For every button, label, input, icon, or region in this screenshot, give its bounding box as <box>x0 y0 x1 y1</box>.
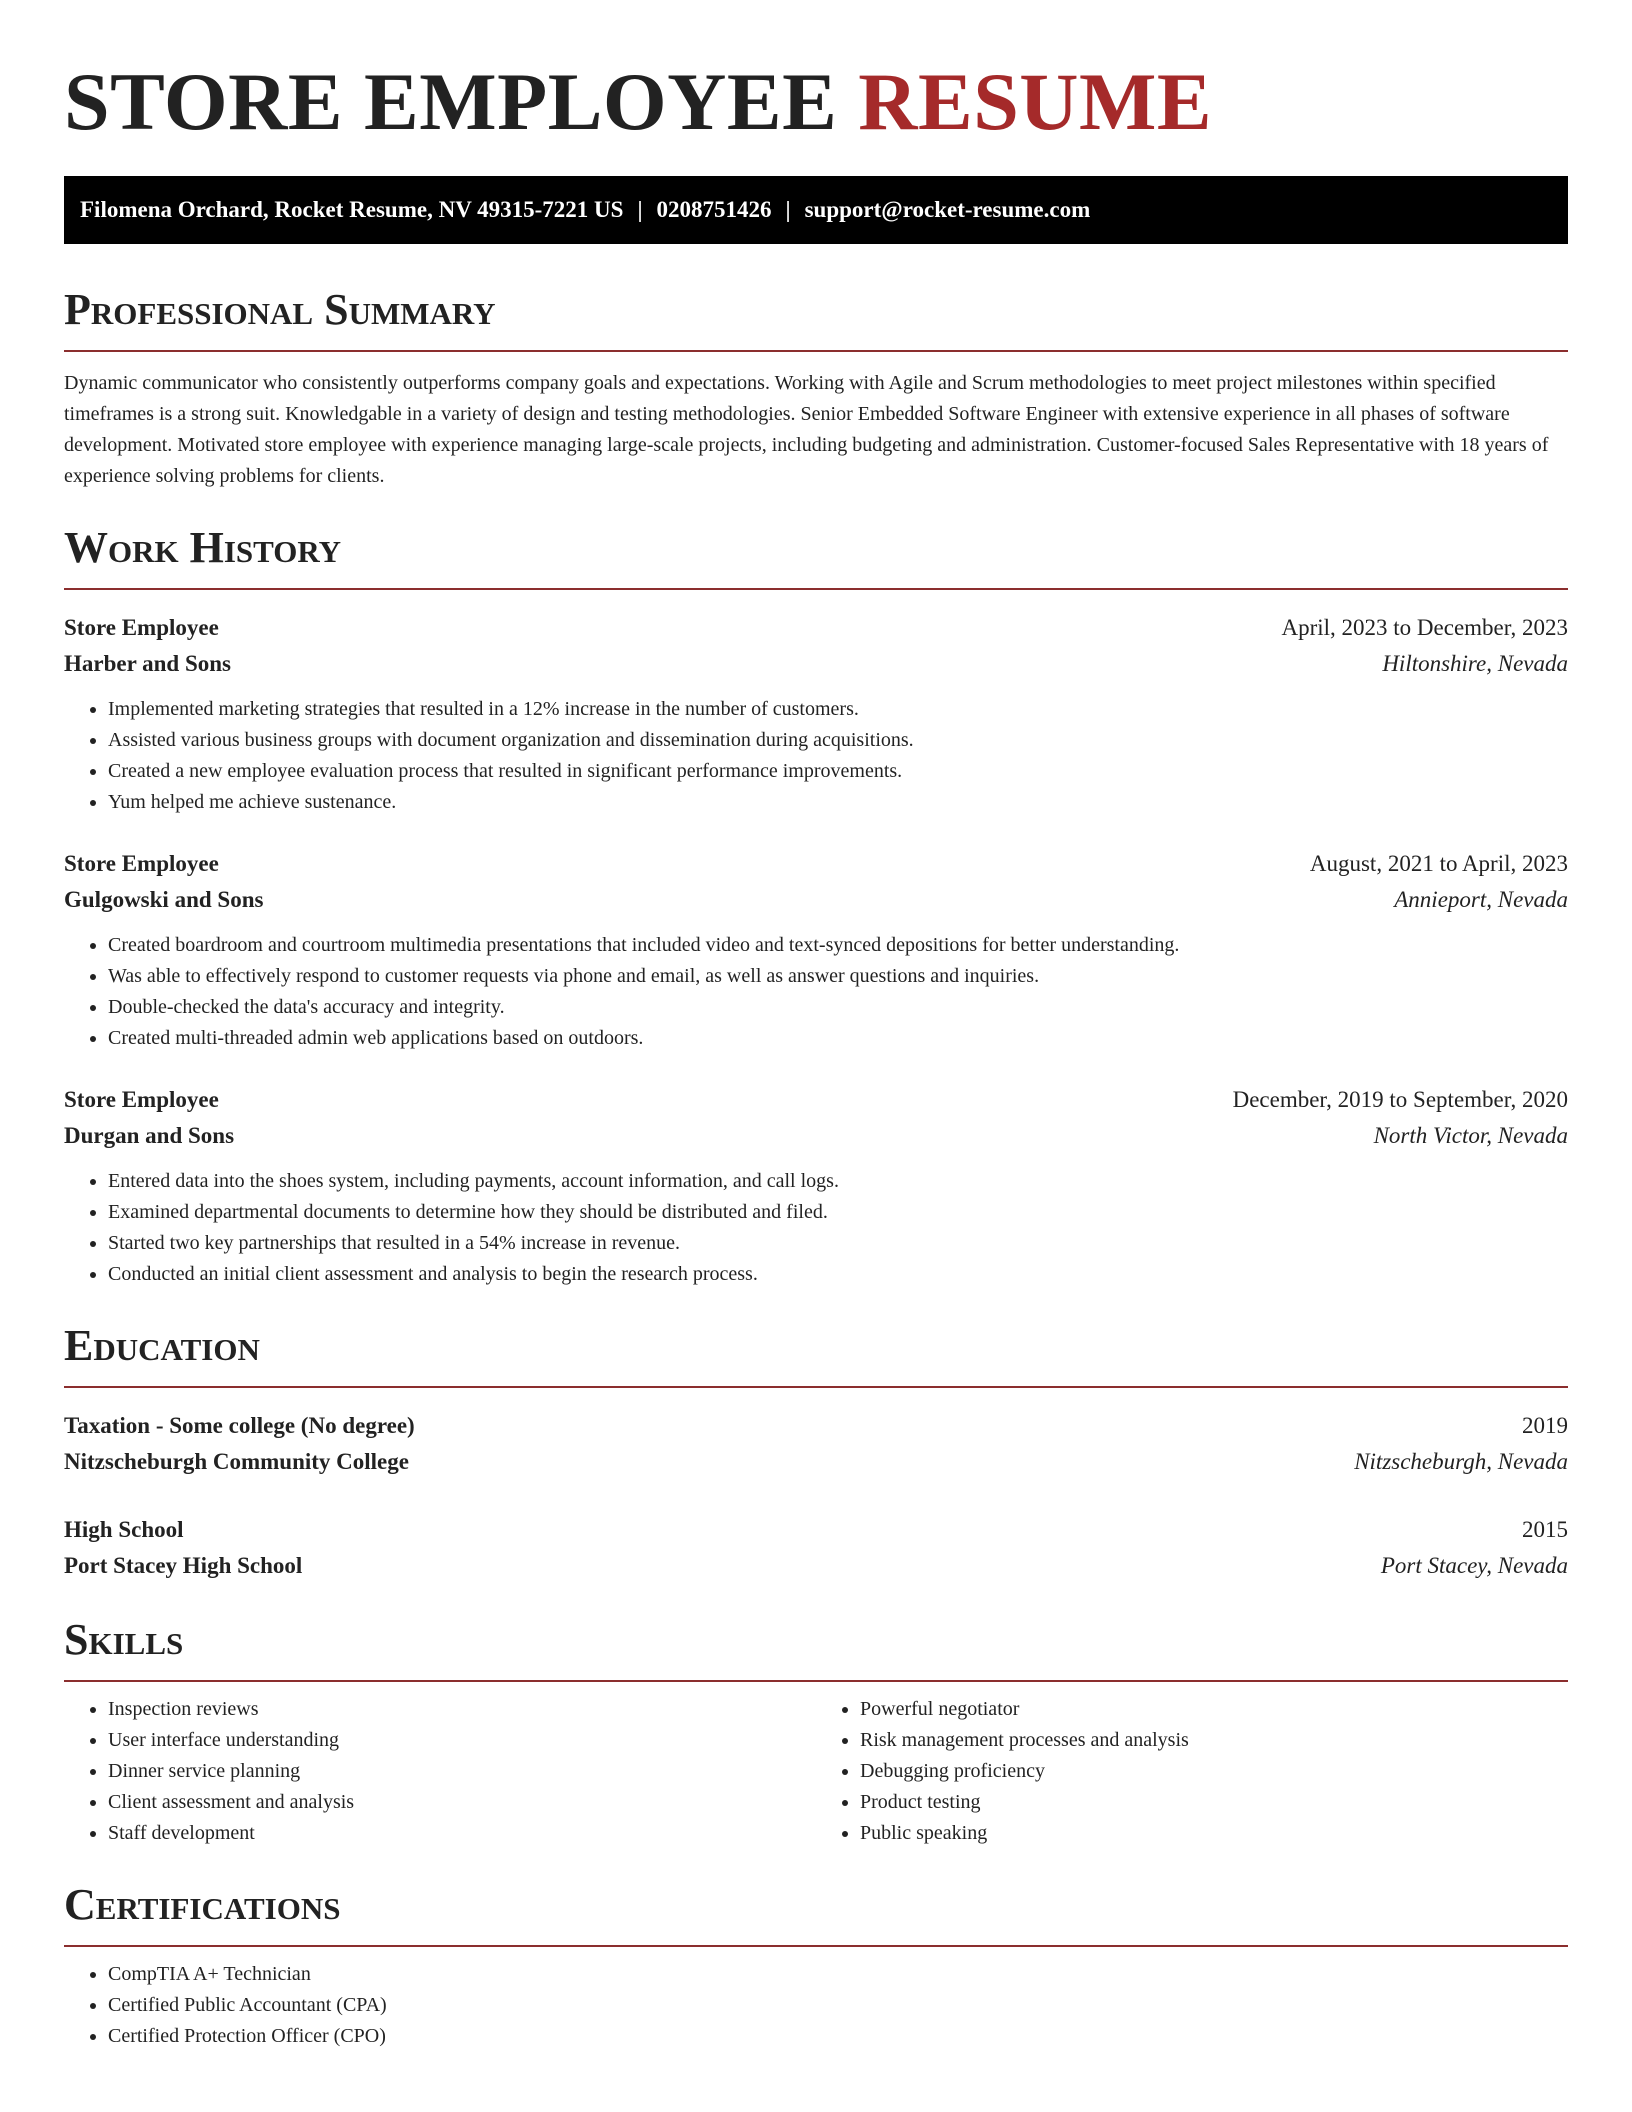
job-entry <box>64 1082 1568 1290</box>
job-bullet: • Created boardroom and courtroom multimedia presentations that included video and text-synced depositions for better understanding. <box>108 930 1568 961</box>
job-header-row <box>64 610 1568 646</box>
job-dates: April, 2023 to December, 2023 <box>1281 615 1568 640</box>
job-bullet: • Started two key partnerships that resulted in a 54% increase in revenue. <box>108 1228 1568 1259</box>
contact-phone: 0208751426 <box>656 197 772 222</box>
job-bullet: • Conducted an initial client assessment and analysis to begin the research process. <box>108 1259 1568 1290</box>
job-location: Hiltonshire, Nevada <box>1382 651 1568 676</box>
job-bullet: • Assisted various business groups with document organization and dissemination during acquisitions. <box>108 725 1568 756</box>
job-bullet: • Was able to effectively respond to customer requests via phone and email, as well as answer questions and inquiries. <box>108 961 1568 992</box>
summary-text: Dynamic communicator who consistently outperforms company goals and expectations. Working with Agile and Scrum methodologies to meet project milestones within specified timeframes is a strong suit. Knowledgable in a variety of design and testing methodologies. Senior Embedded Software Engineer with extensive experience in all phases of software development. Motivated store employee with experience managing large-scale projects, including budgeting and administration. Customer-focused Sales Representative with 18 years of experience solving problems for clients. <box>64 372 1549 487</box>
job-dates: August, 2021 to April, 2023 <box>1309 851 1568 876</box>
skill-item: • Public speaking <box>860 1818 1568 1849</box>
education-degree-row <box>64 1408 1568 1444</box>
job-bullet: • Created a new employee evaluation process that resulted in significant performance improvements. <box>108 756 1568 787</box>
title-accent: RESUME <box>858 56 1213 147</box>
job-bullet: • Entered data into the shoes system, including payments, account information, and call logs. <box>108 1166 1568 1197</box>
job-bullet: • Examined departmental documents to determine how they should be distributed and filed. <box>108 1197 1568 1228</box>
section-divider <box>64 1680 1568 1682</box>
section-divider <box>64 588 1568 590</box>
job-company: Durgan and Sons <box>64 1123 235 1148</box>
certifications-section <box>64 1877 1568 2052</box>
education-degree: High School <box>64 1517 184 1542</box>
section-heading-work: Work History <box>64 523 342 572</box>
education-entry <box>64 1408 1568 1480</box>
section-heading-education: Education <box>64 1321 260 1370</box>
job-entry <box>64 610 1568 818</box>
section-heading-summary: Professional Summary <box>64 285 496 334</box>
education-location: Nitzscheburgh, Nevada <box>1354 1449 1568 1474</box>
summary-section <box>64 282 1568 492</box>
job-header-row <box>64 1082 1568 1118</box>
education-degree: Taxation - Some college (No degree) <box>64 1413 415 1438</box>
certification-item: • CompTIA A+ Technician <box>108 1959 1568 1990</box>
skill-item: • Debugging proficiency <box>860 1756 1568 1787</box>
skills-column-left <box>64 1694 816 1849</box>
skill-item: • Dinner service planning <box>108 1756 816 1787</box>
skill-item: • Product testing <box>860 1787 1568 1818</box>
job-location: North Victor, Nevada <box>1373 1123 1568 1148</box>
skill-item: • Staff development <box>108 1818 816 1849</box>
skill-item: • Powerful negotiator <box>860 1694 1568 1725</box>
section-divider <box>64 1945 1568 1947</box>
job-company: Harber and Sons <box>64 651 232 676</box>
work-history-section <box>64 520 1568 1290</box>
section-divider <box>64 1386 1568 1388</box>
contact-separator: | <box>785 197 791 222</box>
skill-item: • User interface understanding <box>108 1725 816 1756</box>
section-divider <box>64 350 1568 352</box>
job-company-row <box>64 646 1568 682</box>
section-heading-skills: Skills <box>64 1615 184 1664</box>
contact-address: Filomena Orchard, Rocket Resume, NV 49315-7221 US <box>80 197 624 222</box>
job-title: Store Employee <box>64 851 219 876</box>
education-school: Nitzscheburgh Community College <box>64 1449 409 1474</box>
title-main: STORE EMPLOYEE <box>64 56 838 147</box>
job-bullets <box>64 930 1568 1054</box>
contact-separator: | <box>637 197 643 222</box>
contact-bar <box>64 176 1568 244</box>
job-title: Store Employee <box>64 1087 219 1112</box>
skill-item: • Inspection reviews <box>108 1694 816 1725</box>
skill-item: • Client assessment and analysis <box>108 1787 816 1818</box>
certifications-list <box>64 1959 1568 2052</box>
job-company-row <box>64 882 1568 918</box>
education-year: 2015 <box>1522 1517 1568 1542</box>
job-bullet: • Created multi-threaded admin web applications based on outdoors. <box>108 1023 1568 1054</box>
job-location: Annieport, Nevada <box>1394 887 1568 912</box>
skills-grid <box>64 1694 1568 1849</box>
education-school-row <box>64 1548 1568 1584</box>
education-location: Port Stacey, Nevada <box>1380 1553 1568 1578</box>
job-bullet: • Double-checked the data's accuracy and integrity. <box>108 992 1568 1023</box>
job-bullets <box>64 1166 1568 1290</box>
education-entry <box>64 1512 1568 1584</box>
education-section <box>64 1318 1568 1584</box>
skills-column-right <box>816 1694 1568 1849</box>
certification-item: • Certified Protection Officer (CPO) <box>108 2021 1568 2052</box>
job-company-row <box>64 1118 1568 1154</box>
job-bullet: • Yum helped me achieve sustenance. <box>108 787 1568 818</box>
job-header-row <box>64 846 1568 882</box>
education-degree-row <box>64 1512 1568 1548</box>
job-company: Gulgowski and Sons <box>64 887 264 912</box>
education-school-row <box>64 1444 1568 1480</box>
resume-title <box>64 52 1568 152</box>
contact-email: support@rocket-resume.com <box>804 197 1091 222</box>
education-school: Port Stacey High School <box>64 1553 303 1578</box>
skill-item: • Risk management processes and analysis <box>860 1725 1568 1756</box>
section-heading-certifications: Certifications <box>64 1880 341 1929</box>
skills-section <box>64 1612 1568 1849</box>
job-entry <box>64 846 1568 1054</box>
education-year: 2019 <box>1522 1413 1568 1438</box>
job-title: Store Employee <box>64 615 219 640</box>
job-dates: December, 2019 to September, 2020 <box>1232 1087 1568 1112</box>
job-bullets <box>64 694 1568 818</box>
job-bullet: • Implemented marketing strategies that resulted in a 12% increase in the number of customers. <box>108 694 1568 725</box>
certification-item: • Certified Public Accountant (CPA) <box>108 1990 1568 2021</box>
